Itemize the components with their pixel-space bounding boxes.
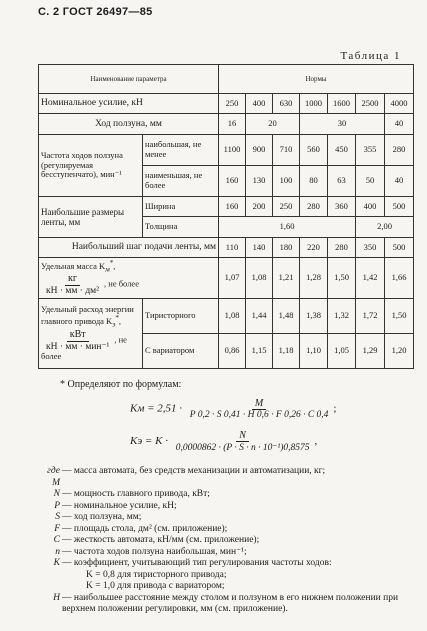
cell: 1,38: [300, 298, 328, 333]
row-label: Наибольшие размеры ленты, мм: [39, 196, 143, 237]
cell: 355: [356, 135, 385, 166]
legend-text: — площадь стола, дм² (см. приложение);: [62, 523, 228, 534]
row-label: Наибольший шаг подачи ленты, мм: [39, 238, 219, 258]
legend-symbol: H: [53, 592, 60, 603]
energy-tail: , не более: [41, 334, 127, 362]
legend-text: K = 0,8 для тиристорного привода;: [86, 569, 227, 580]
cell: 160: [219, 196, 246, 217]
energy-label: Удельный расход энергии главного привода K: [41, 303, 134, 327]
cell: 630: [273, 93, 300, 114]
legend-symbol: K: [53, 558, 60, 568]
formula-denominator: 0,0000862 · (P · S · n · 10⁻¹)0,8575: [175, 443, 310, 453]
row-label: Удельный расход энергии главного привода $K_э^*$, $\frac{\text{кВт}}{\text{кН · мм · мин⁻¹}}$ , не более: [39, 298, 143, 368]
cell: 1,20: [385, 333, 414, 368]
legend-symbol: где M: [47, 466, 60, 488]
norms-column-header: Нормы: [219, 65, 414, 94]
legend-text: — номинальное усилие, кН;: [62, 500, 177, 511]
table-row: [39, 114, 414, 135]
cell: 4000: [385, 93, 414, 114]
formula-tail: ;: [333, 402, 337, 415]
legend-item: [38, 535, 413, 547]
footnote: * Определяют по формулам:: [60, 379, 182, 390]
legend-text: — масса автомата, без средств механизации и автоматизации, кг;: [62, 466, 326, 476]
mass-sup: *: [109, 258, 114, 267]
formula-tail: ,: [314, 435, 318, 448]
sub-label: наибольшая, не менее: [143, 135, 219, 166]
legend-text: K = 1,0 для привода с вариатором;: [86, 581, 225, 591]
sub-label: С вариатором: [143, 333, 219, 368]
cell: 1100: [219, 135, 246, 166]
cell: 1,32: [328, 298, 356, 333]
cell: 1,18: [273, 333, 300, 368]
legend-item: [38, 466, 413, 489]
cell: 500: [385, 196, 414, 217]
cell: 1,44: [246, 298, 273, 333]
cell: 2500: [356, 93, 385, 114]
cell: 350: [356, 238, 385, 258]
sub-label: Толщина: [143, 217, 219, 238]
legend-symbol: [38, 570, 62, 582]
legend-symbol: n: [55, 546, 60, 557]
cell: 20: [246, 114, 300, 135]
cell: 1,48: [273, 298, 300, 333]
page-header: С. 2 ГОСТ 26497—85: [38, 6, 153, 18]
legend-symbol: F: [54, 523, 60, 534]
cell: 500: [385, 238, 414, 258]
legend-symbol: P: [54, 500, 60, 511]
sub-label: Ширина: [143, 196, 219, 217]
cell: 560: [300, 135, 328, 166]
cell: 140: [246, 238, 273, 258]
formula-numerator: N: [236, 430, 249, 442]
cell: 180: [273, 238, 300, 258]
cell: 1,21: [273, 257, 300, 298]
cell: 450: [328, 135, 356, 166]
legend-item: [38, 512, 413, 524]
cell: 80: [300, 165, 328, 196]
formula-numerator: M: [252, 398, 266, 410]
cell: 30: [300, 114, 385, 135]
cell: 0,86: [219, 333, 246, 368]
legend-symbol: C: [53, 535, 60, 545]
cell: 16: [219, 114, 246, 135]
row-label: Удельная масса $K_м^*$, $\frac{кг}{\text{кН · мм · дм²}}$ , не более: [39, 257, 219, 298]
cell: 1,10: [300, 333, 328, 368]
legend-item: [38, 581, 413, 593]
cell: 280: [300, 196, 328, 217]
cell: 1,07: [219, 257, 246, 298]
cell: 1000: [300, 93, 328, 114]
legend-text: — наибольшее расстояние между столом и ползуном в его нижнем положении при верхнем положении регулировки, мм (см. приложение).: [62, 592, 399, 614]
cell: 1,28: [300, 257, 328, 298]
mass-unit-den: кН · мм · дм²: [46, 285, 100, 296]
legend-item: [38, 558, 413, 570]
cell: 1,08: [246, 257, 273, 298]
table-row: [39, 238, 414, 258]
table-label: Таблица 1: [340, 50, 401, 62]
table-row: [39, 257, 414, 298]
cell: 220: [300, 238, 328, 258]
legend-text: — коэффициент, учитывающий тип регулирования частоты ходов:: [62, 558, 332, 568]
legend-text: — ход ползуна, мм;: [62, 512, 142, 522]
formula-energy: [130, 430, 317, 453]
cell: 1,60: [219, 217, 356, 238]
cell: 1,66: [385, 257, 414, 298]
cell: 40: [385, 114, 414, 135]
legend-symbol: [38, 581, 62, 593]
cell: 400: [356, 196, 385, 217]
cell: 110: [219, 238, 246, 258]
legend-text: — частота ходов ползуна наибольшая, мин⁻¹;: [62, 546, 247, 557]
legend-text: — мощность главного привода, кВт;: [62, 489, 210, 499]
cell: 1,50: [385, 298, 414, 333]
formula-lhs: Kм = 2,51 ·: [130, 402, 183, 415]
cell: 400: [246, 93, 273, 114]
cell: 250: [219, 93, 246, 114]
cell: 160: [219, 165, 246, 196]
legend-symbol: S: [55, 512, 60, 522]
cell: 100: [273, 165, 300, 196]
row-label: Частота ходов ползуна (регулируемая бесступенчато), мин⁻¹: [39, 135, 143, 197]
cell: 1,72: [356, 298, 385, 333]
cell: 1600: [328, 93, 356, 114]
legend-symbol: N: [53, 489, 60, 499]
legend-item: [38, 489, 413, 501]
cell: 250: [273, 196, 300, 217]
table-row: [39, 298, 414, 333]
legend-item: [38, 570, 413, 582]
formula-lhs: Kэ = K ·: [130, 435, 168, 448]
cell: 200: [246, 196, 273, 217]
table-row: [39, 196, 414, 217]
cell: 360: [328, 196, 356, 217]
cell: 63: [328, 165, 356, 196]
table-row: [39, 135, 414, 166]
mass-label: Удельная масса K: [41, 260, 106, 271]
cell: 900: [246, 135, 273, 166]
legend-item: [38, 501, 413, 513]
cell: 2,00: [356, 217, 414, 238]
cell: 50: [356, 165, 385, 196]
table-row: [39, 93, 414, 114]
sub-label: наименьшая, не более: [143, 165, 219, 196]
cell: 130: [246, 165, 273, 196]
param-column-header: Наименование параметра: [39, 65, 219, 94]
legend-item: [38, 524, 413, 536]
legend-item: [38, 547, 413, 559]
row-label: Номинальное усилие, кН: [39, 93, 219, 114]
legend-text: — жесткость автомата, кН/мм (см. приложение);: [62, 535, 260, 545]
energy-sup: *: [115, 314, 119, 323]
cell: 1,15: [246, 333, 273, 368]
energy-unit-num: кВт: [67, 329, 89, 342]
mass-subscript: м: [105, 265, 110, 274]
energy-subscript: э: [112, 320, 116, 329]
cell: 1,08: [219, 298, 246, 333]
cell: 280: [328, 238, 356, 258]
cell: 40: [385, 165, 414, 196]
legend-item: [38, 593, 413, 616]
formula-denominator: P 0,2 · S 0,41 · H 0,6 · F 0,26 · C 0,4: [189, 410, 329, 420]
formula-mass: [130, 398, 336, 420]
cell: 1,29: [356, 333, 385, 368]
table-header-row: [39, 65, 414, 94]
row-label: Ход ползуна, мм: [39, 114, 219, 135]
mass-tail: , не более: [104, 279, 139, 290]
sub-label: Тиристорного: [143, 298, 219, 333]
cell: 1,42: [356, 257, 385, 298]
parameters-table: [38, 64, 414, 369]
variable-legend: [38, 466, 413, 616]
mass-unit-num: кг: [65, 273, 80, 286]
cell: 1,50: [328, 257, 356, 298]
cell: 710: [273, 135, 300, 166]
cell: 280: [385, 135, 414, 166]
energy-unit-den: кН · мм · мин⁻¹: [46, 341, 110, 352]
cell: 1,05: [328, 333, 356, 368]
